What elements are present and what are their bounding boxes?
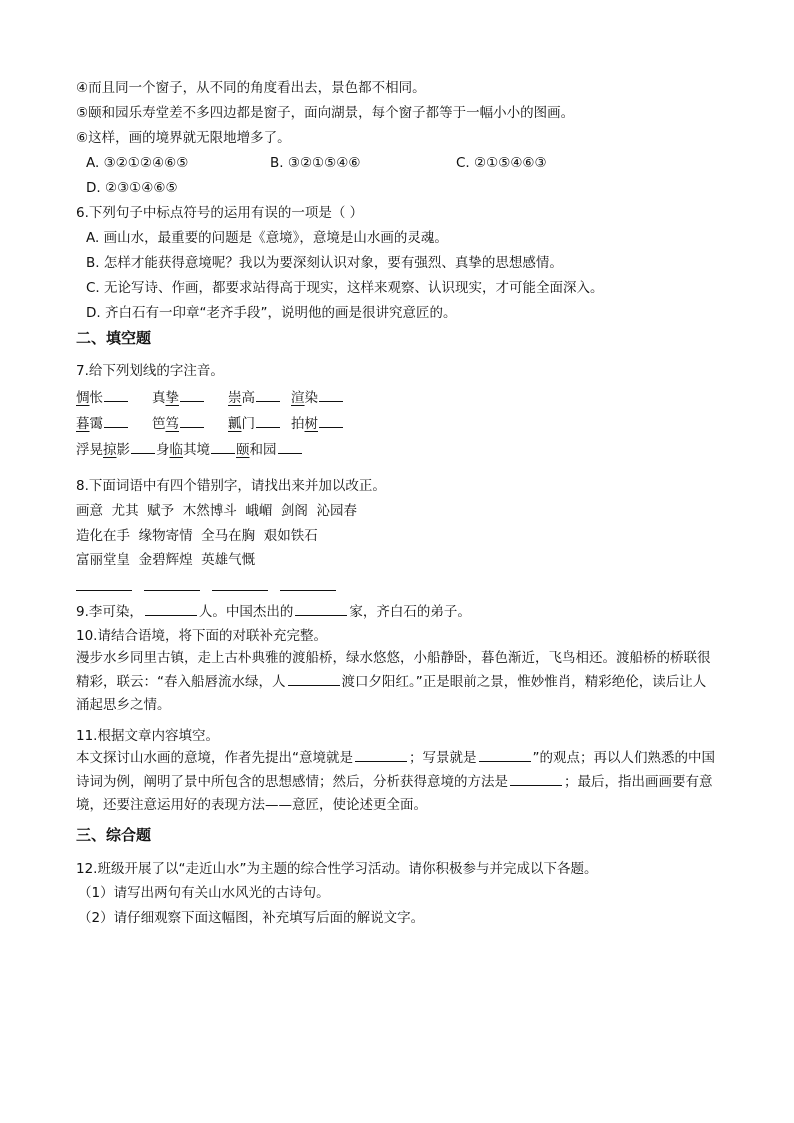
q11-blank-2[interactable]	[479, 748, 531, 762]
q5-option-c[interactable]: C. ②①⑤④⑥③	[456, 155, 547, 171]
q11-stem: 11.根据文章内容填空。	[76, 728, 219, 744]
q7-word: 颐和园	[236, 442, 303, 458]
pinyin-blank[interactable]	[180, 388, 204, 402]
q6-option-a[interactable]: A. 画山水，最重要的问题是《意境》，意境是山水画的灵魂。	[86, 230, 448, 246]
pinyin-blank[interactable]	[131, 440, 155, 454]
section-heading-comprehensive: 三、综合题	[76, 826, 152, 844]
q6-option-b[interactable]: B. 怎样才能获得意境呢？我以为要深刻认识对象，要有强烈、真挚的思想感情。	[86, 255, 563, 271]
pinyin-blank[interactable]	[319, 388, 343, 402]
q7-word: 暮霭	[76, 414, 129, 433]
q8-words-row-3: 富丽堂皇 金碧辉煌 英雄气慨	[76, 552, 256, 568]
q7-word: 崇高	[228, 388, 281, 407]
pinyin-blank[interactable]	[211, 440, 235, 454]
q7-word: 真挚	[152, 388, 205, 407]
q7-word: 渲染	[291, 388, 344, 407]
q12-sub-1: （1）请写出两句有关山水风光的古诗句。	[78, 885, 330, 901]
q7-stem: 7.给下列划线的字注音。	[76, 363, 224, 379]
q5-line-5: ⑤颐和园乐寿堂差不多四边都是窗子，面向湖景，每个窗子都等于一幅小小的图画。	[76, 105, 575, 121]
q9-line: 9.李可染， 人。中国杰出的 家，齐白石的弟子。	[76, 604, 471, 620]
pinyin-blank[interactable]	[180, 414, 204, 428]
q7-word: 拍树	[291, 414, 344, 433]
pinyin-blank[interactable]	[256, 414, 280, 428]
q9-blank-1[interactable]	[145, 602, 197, 616]
q6-option-c[interactable]: C. 无论写诗、作画，都要求站得高于现实，这样来观察、认识现实，才可能全面深入。	[86, 280, 604, 296]
correction-blank-1[interactable]	[76, 590, 132, 591]
pinyin-blank[interactable]	[104, 414, 128, 428]
q8-words-row-1: 画意 尤其 赋予 木然博斗 峨嵋 剑阁 沁园春	[76, 503, 357, 519]
q5-option-a[interactable]: A. ③②①②④⑥⑤	[86, 155, 189, 171]
q12-stem: 12.班级开展了以“走近山水”为主题的综合性学习活动。请你积极参与并完成以下各题。	[76, 861, 598, 877]
q6-stem: 6.下列句子中标点符号的运用有误的一项是（ ）	[76, 205, 364, 221]
q8-words-row-2: 造化在手 缘物寄情 全马在胸 艰如铁石	[76, 528, 318, 544]
q7-row-3	[76, 440, 303, 459]
q10-blank[interactable]	[288, 672, 340, 686]
q7-word: 惆怅	[76, 388, 129, 407]
q7-word: 笆笃	[152, 414, 205, 433]
q9-blank-2[interactable]	[295, 602, 347, 616]
q5-line-6: ⑥这样，画的境界就无限地增多了。	[76, 130, 291, 146]
q11-blank-3[interactable]	[510, 772, 562, 786]
q8-stem: 8.下面词语中有四个错别字，请找出来并加以改正。	[76, 478, 386, 494]
q7-word: 瓤门	[228, 414, 281, 433]
q7-word: 浮晃掠影	[76, 442, 156, 458]
q11-blank-1[interactable]	[355, 748, 407, 762]
q7-row-1	[76, 388, 376, 406]
correction-blank-4[interactable]	[280, 590, 336, 591]
q7-row-2	[76, 414, 376, 432]
q5-line-4: ④而且同一个窗子，从不同的角度看出去，景色都不相同。	[76, 80, 426, 96]
pinyin-blank[interactable]	[278, 440, 302, 454]
correction-blank-2[interactable]	[144, 590, 200, 591]
pinyin-blank[interactable]	[319, 414, 343, 428]
pinyin-blank[interactable]	[104, 388, 128, 402]
q12-sub-2: （2）请仔细观察下面这幅图，补充填写后面的解说文字。	[78, 910, 425, 926]
section-heading-fill-in: 二、填空题	[76, 329, 152, 347]
q10-stem: 10.请结合语境，将下面的对联补充完整。	[76, 628, 327, 644]
q5-option-b[interactable]: B. ③②①⑤④⑥	[270, 155, 361, 171]
correction-blank-3[interactable]	[212, 590, 268, 591]
pinyin-blank[interactable]	[256, 388, 280, 402]
q6-option-d[interactable]: D. 齐白石有一印章“老齐手段”，说明他的画是很讲究意匠的。	[86, 305, 457, 321]
q5-option-d[interactable]: D. ②③①④⑥⑤	[86, 180, 178, 196]
q10-paragraph: 漫步水乡同里古镇，走上古朴典雅的渡船桥，绿水悠悠，小船静卧，暮色渐近，飞鸟相还。渡船桥的桥联很精彩，联云：“春入船唇流水绿，人 渡口夕阳红。”正是眼前之景，惟妙惟肖，精彩绝伦，读后让人涌起思乡之情。	[76, 650, 711, 713]
q11-paragraph: 本文探讨山水画的意境，作者先提出“意境就是 ；写景就是 ”的观点；再以人们熟悉的中国诗词为例，阐明了景中所包含的思想感情；然后，分析获得意境的方法是 ；最后，指出画画要有意境，还要注意运用好的表现方法——意匠，使论述更全面。	[76, 750, 715, 813]
q7-word: 身临其境	[156, 442, 236, 458]
